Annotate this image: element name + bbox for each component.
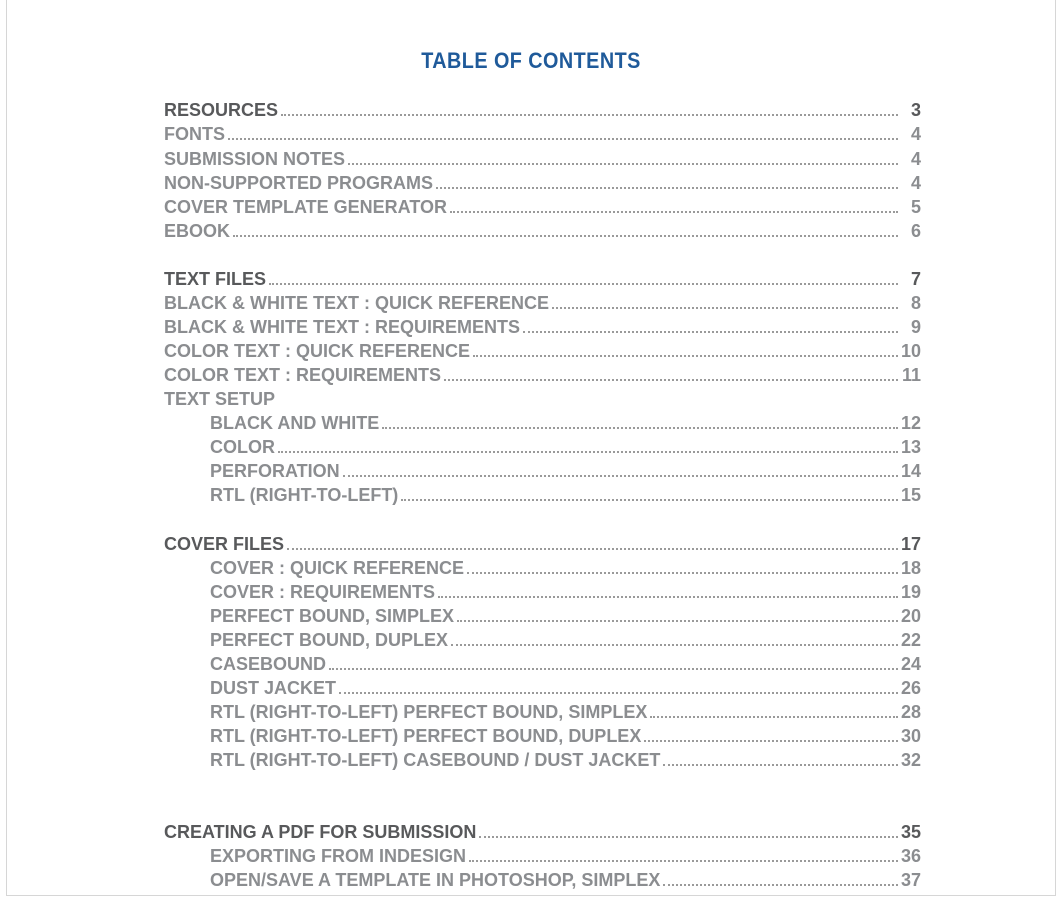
toc-entry-page: 6 bbox=[910, 221, 921, 241]
dot-leader bbox=[450, 211, 898, 213]
toc-entry-label: COLOR bbox=[210, 437, 275, 457]
toc-entry-perforation[interactable] bbox=[210, 459, 921, 481]
toc-entry-cover-files[interactable] bbox=[164, 532, 921, 554]
toc-entry-page: 12 bbox=[900, 413, 921, 433]
toc-entry-label: DUST JACKET bbox=[210, 678, 337, 698]
toc-entry-label: COVER FILES bbox=[164, 534, 285, 554]
toc-entry-label: PERFORATION bbox=[210, 461, 340, 481]
toc-entry-black-and-white[interactable] bbox=[210, 411, 921, 433]
dot-leader bbox=[467, 572, 898, 574]
document-page bbox=[6, 0, 1056, 896]
toc-entry-page: 20 bbox=[900, 606, 921, 626]
toc-title: TABLE OF CONTENTS bbox=[421, 48, 641, 73]
dot-leader bbox=[457, 620, 898, 622]
toc-entry-page: 37 bbox=[900, 870, 921, 890]
toc-entry-rtl-perfect-bound-simplex[interactable] bbox=[210, 700, 921, 722]
toc-entry-label: RESOURCES bbox=[164, 100, 279, 120]
toc-entry-label: EXPORTING FROM INDESIGN bbox=[210, 846, 467, 866]
toc-entry-cover-quick-reference[interactable] bbox=[210, 556, 921, 578]
toc-entry-label: CASEBOUND bbox=[210, 654, 327, 674]
dot-leader bbox=[473, 355, 898, 357]
dot-leader bbox=[278, 451, 898, 453]
toc-entry-page: 24 bbox=[900, 654, 921, 674]
toc-entry-cover-template-generator[interactable] bbox=[164, 195, 921, 217]
dot-leader bbox=[339, 692, 898, 694]
toc-entry-rtl-text[interactable] bbox=[210, 483, 921, 505]
toc-entry-page: 11 bbox=[901, 365, 921, 385]
dot-leader bbox=[287, 548, 898, 550]
toc-entry-color-text-quick-reference[interactable] bbox=[164, 339, 921, 361]
toc-entry-page: 4 bbox=[910, 149, 921, 169]
toc-entry-page: 18 bbox=[900, 558, 921, 578]
toc-entry-page: 22 bbox=[900, 630, 921, 650]
toc-entry-label: COVER : QUICK REFERENCE bbox=[210, 558, 465, 578]
toc-entry-rtl-casebound-dust-jacket[interactable] bbox=[210, 748, 921, 770]
toc-entry-bw-text-requirements[interactable] bbox=[164, 315, 921, 337]
dot-leader bbox=[329, 668, 898, 670]
dot-leader bbox=[382, 427, 898, 429]
dot-leader bbox=[552, 307, 898, 309]
toc-entry-cover-requirements[interactable] bbox=[210, 580, 921, 602]
toc-entry-label: NON-SUPPORTED PROGRAMS bbox=[164, 173, 434, 193]
dot-leader bbox=[663, 884, 898, 886]
toc-entry-label: SUBMISSION NOTES bbox=[164, 149, 346, 169]
toc-entry-label: TEXT SETUP bbox=[164, 389, 276, 409]
toc-entry-resources[interactable] bbox=[164, 98, 921, 120]
toc-entry-label: PERFECT BOUND, SIMPLEX bbox=[210, 606, 455, 626]
toc-entry-page: 15 bbox=[900, 485, 921, 505]
toc-entry-page: 4 bbox=[910, 124, 921, 144]
toc-entry-page: 28 bbox=[900, 702, 921, 722]
toc-entry-label: COLOR TEXT : REQUIREMENTS bbox=[164, 365, 442, 385]
dot-leader bbox=[401, 499, 898, 501]
toc-entry-label: COLOR TEXT : QUICK REFERENCE bbox=[164, 341, 471, 361]
dot-leader bbox=[644, 740, 898, 742]
toc-entry-fonts[interactable] bbox=[164, 122, 921, 144]
toc-entry-exporting-from-indesign[interactable] bbox=[210, 844, 921, 866]
toc-entry-label: PERFECT BOUND, DUPLEX bbox=[210, 630, 449, 650]
dot-leader bbox=[228, 138, 898, 140]
toc-entry-color[interactable] bbox=[210, 435, 921, 457]
toc-entry-page: 10 bbox=[900, 341, 921, 361]
toc-entry-label: EBOOK bbox=[164, 221, 231, 241]
dot-leader bbox=[436, 187, 898, 189]
toc-entry-label: FONTS bbox=[164, 124, 225, 144]
dot-leader bbox=[479, 836, 898, 838]
dot-leader bbox=[343, 475, 898, 477]
toc-entry-label: BLACK & WHITE TEXT : QUICK REFERENCE bbox=[164, 293, 549, 313]
toc-entry-text-setup bbox=[164, 387, 921, 409]
toc-entry-color-text-requirements[interactable] bbox=[164, 363, 921, 385]
toc-entry-page: 19 bbox=[900, 582, 921, 602]
toc-entry-label: RTL (RIGHT-TO-LEFT) bbox=[210, 485, 399, 505]
dot-leader bbox=[348, 163, 898, 165]
toc-entry-label: BLACK & WHITE TEXT : REQUIREMENTS bbox=[164, 317, 520, 337]
toc-entry-page: 4 bbox=[910, 173, 921, 193]
dot-leader bbox=[650, 716, 898, 718]
dot-leader bbox=[469, 860, 898, 862]
dot-leader bbox=[269, 283, 898, 285]
toc-entry-label: RTL (RIGHT-TO-LEFT) PERFECT BOUND, SIMPLEX bbox=[210, 702, 648, 722]
toc-entry-page: 14 bbox=[900, 461, 921, 481]
toc-entry-label: RTL (RIGHT-TO-LEFT) PERFECT BOUND, DUPLEX bbox=[210, 726, 642, 746]
toc-entry-page: 7 bbox=[910, 269, 921, 289]
toc-entry-non-supported-programs[interactable] bbox=[164, 171, 921, 193]
toc-entry-page: 30 bbox=[900, 726, 921, 746]
toc-entry-label: COVER : REQUIREMENTS bbox=[210, 582, 436, 602]
toc-entry-page: 8 bbox=[910, 293, 921, 313]
toc-entry-page: 3 bbox=[910, 100, 921, 120]
toc-entry-perfect-bound-simplex[interactable] bbox=[210, 604, 921, 626]
dot-leader bbox=[663, 764, 898, 766]
dot-leader bbox=[281, 114, 898, 116]
toc-entry-page: 5 bbox=[910, 197, 921, 217]
toc-entry-label: TEXT FILES bbox=[164, 269, 267, 289]
toc-entry-label: OPEN/SAVE A TEMPLATE IN PHOTOSHOP, SIMPLEX bbox=[210, 870, 661, 890]
toc-entry-dust-jacket[interactable] bbox=[210, 676, 921, 698]
toc-entry-label: CREATING A PDF FOR SUBMISSION bbox=[164, 822, 477, 842]
dot-leader bbox=[438, 596, 898, 598]
toc-entry-text-files[interactable] bbox=[164, 267, 921, 289]
dot-leader bbox=[523, 331, 898, 333]
dot-leader bbox=[233, 235, 898, 237]
toc-entry-page: 32 bbox=[900, 750, 921, 770]
toc-entry-page: 26 bbox=[900, 678, 921, 698]
toc-entry-label: BLACK AND WHITE bbox=[210, 413, 380, 433]
toc-entry-page: 36 bbox=[900, 846, 921, 866]
toc-entry-bw-text-quick-reference[interactable] bbox=[164, 291, 921, 313]
toc-entry-label: RTL (RIGHT-TO-LEFT) CASEBOUND / DUST JACKET bbox=[210, 750, 661, 770]
toc-entry-page: 9 bbox=[910, 317, 921, 337]
toc-entry-page: 13 bbox=[900, 437, 921, 457]
toc-entry-casebound[interactable] bbox=[210, 652, 921, 674]
toc-entry-page: 17 bbox=[900, 534, 921, 554]
toc-entry-page: 35 bbox=[900, 822, 921, 842]
dot-leader bbox=[451, 644, 898, 646]
toc-entry-perfect-bound-duplex[interactable] bbox=[210, 628, 921, 650]
toc-entry-creating-pdf[interactable] bbox=[164, 820, 921, 842]
dot-leader bbox=[444, 379, 898, 381]
toc-entry-rtl-perfect-bound-duplex[interactable] bbox=[210, 724, 921, 746]
toc-entry-submission-notes[interactable] bbox=[164, 147, 921, 169]
toc-entry-open-save-template-photoshop[interactable] bbox=[210, 868, 921, 890]
toc-entry-ebook[interactable] bbox=[164, 219, 921, 241]
toc-entry-label: COVER TEMPLATE GENERATOR bbox=[164, 197, 448, 217]
